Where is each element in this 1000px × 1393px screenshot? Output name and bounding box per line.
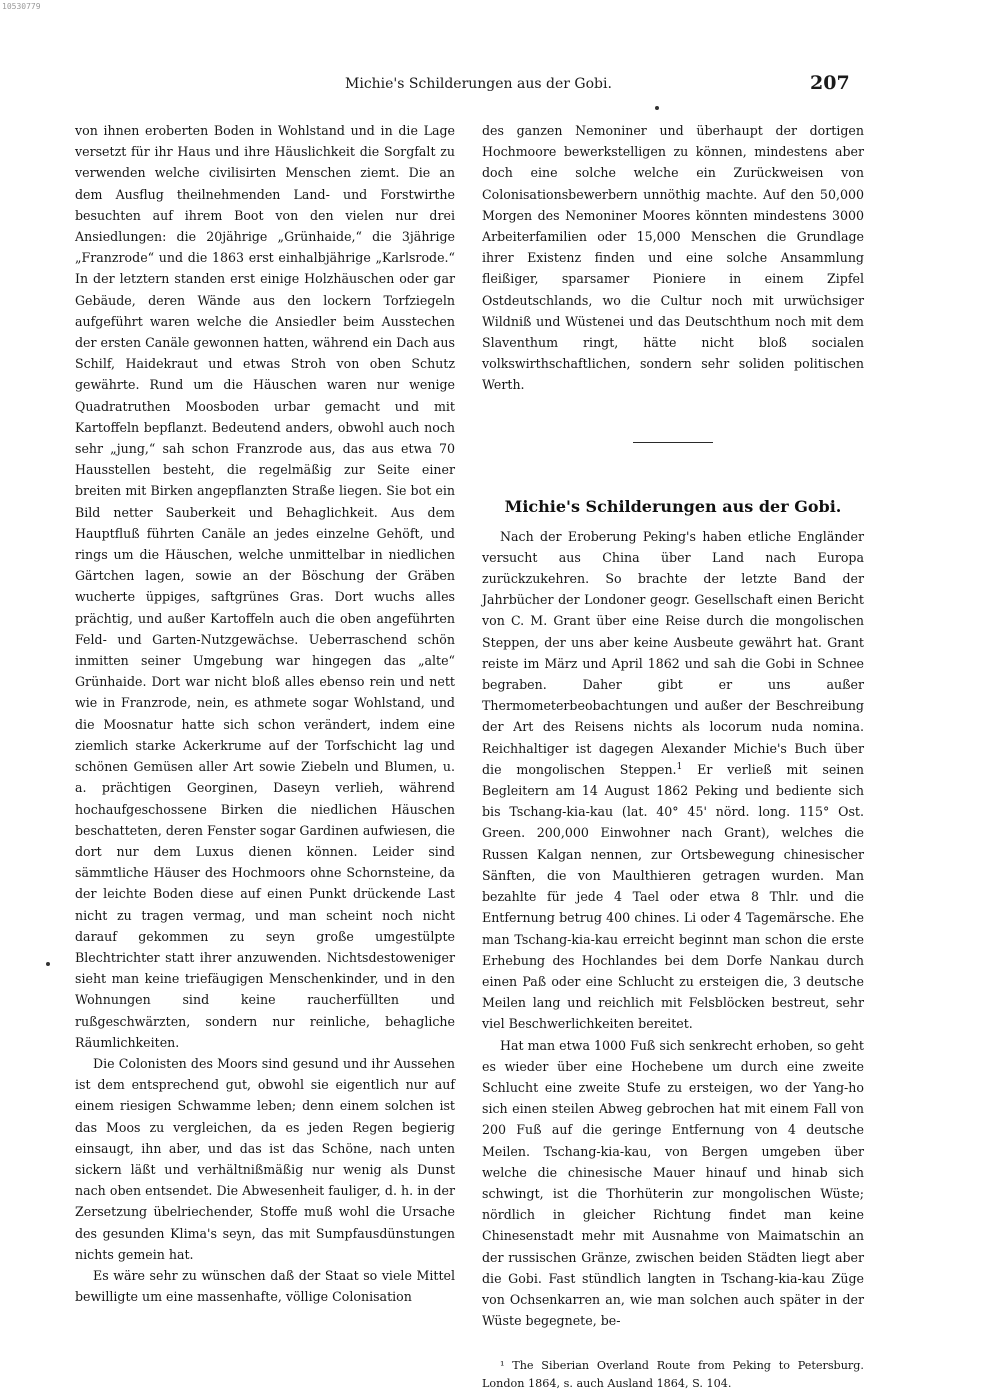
page-number: 207 <box>810 72 850 94</box>
paragraph <box>482 526 864 1035</box>
section-divider <box>633 442 713 443</box>
paragraph-text: Er verließ mit seinen Begleitern am 14 August 1862 Peking und bediente sich bis Tschang-kia-kau (lat. 40° 45' nörd. long. 115° Ost. Green. 200,000 Einwohner nach Grant), welches die Russen Kalgan nennen, zur Ortsbewegung chinesischer Sänften, die von Maulthieren getragen wurden. Man bezahlte für jede 4 Tael oder etwa 8 Thlr. und die Entfernung betrug 400 chines. Li oder 4 Tagemärsche. Ehe man Tschang-kia-kau erreicht beginnt man schon die erste Erhebung des Hochlandes bei dem Dorfe Nankau durch einen Paß oder eine Schlucht zu ersteigen die, 3 deutsche Meilen lang und reichlich mit Felsblöcken bestreut, sehr viel Beschwerlichkeiten bereitet. <box>482 761 864 1032</box>
footnote-ref: 1 <box>676 761 683 772</box>
article-title: Michie's Schilderungen aus der Gobi. <box>504 496 842 516</box>
footnote <box>482 1357 864 1393</box>
ink-speck <box>46 962 50 966</box>
paragraph: Es wäre sehr zu wünschen daß der Staat so viele Mittel bewilligte um eine massenhafte, völlige Colonisation <box>75 1267 455 1305</box>
paragraph-text: Nach der Eroberung Peking's haben etliche Engländer versucht aus China über Land nach Europa zurückzukehren. So brachte der letzte Band der Jahrbücher der Londoner geogr. Gesellschaft einen Bericht von C. M. Grant über eine Reise durch die mongolischen Steppen, der uns aber keine Ausbeute gewährt hat. Grant reiste im März und April 1862 und sah die Gobi in Schnee begraben. Daher gibt er uns außer Thermometerbeobachtungen und außer der Beschreibung der Art des Reisens nichts als locorum nuda nomina. Reichhaltiger ist dagegen Alexander Michie's Buch über die mongolischen Steppen. <box>482 528 864 777</box>
running-head: Michie's Schilderungen aus der Gobi. <box>345 76 612 92</box>
ink-speck <box>655 106 659 110</box>
paragraph: von ihnen eroberten Boden in Wohlstand und in die Lage versetzt für ihr Haus und ihre Häuslichkeit die Sorgfalt zu verwenden welche civilisirten Menschen ziemt. Die an dem Ausflug theilnehmenden Land- und Forstwirthe besuchten auf ihrem Boot von den vielen nur drei Ansiedlungen: die 20jährige „Grünhaide,“ die 3jährige „Franzrode“ und die 1863 erst einhalbjährige „Karlsrode.“ In der letztern standen erst einige Holzhäuschen oder gar Gebäude, deren Wände aus den lockern Torfziegeln aufgeführt waren welche die Ansiedler beim Ausstechen der ersten Canäle gewonnen hatten, während ein Dach aus Schilf, Haidekraut und etwas Stroh von oben Schutz gewährte. Rund um die Häuschen waren nur wenige Quadratruthen Moosboden urbar gemacht und mit Kartoffeln bepflanzt. Bedeutend anders, obwohl auch noch sehr „jung,“ sah schon Franzrode aus, das aus etwa 70 Hausstellen besteht, die regelmäßig zur Seite einer breiten mit Birken angepflanzten Straße liegen. Sie bot ein Bild netter Sauberkeit und Behaglichkeit. Aus dem Hauptfluß führten Canäle an jedes einzelne Gehöft, und rings um die Häuschen, welche unmittelbar in niedlichen Gärtchen lagen, sowie an der Böschung der Gräben wucherte üppiges, saftgrünes Gras. Dort wuchs alles prächtig, und außer Kartoffeln auch die oben angeführten Feld- und Garten-Nutzgewächse. Ueberraschend schön inmitten seiner Umgebung war hingegen das „alte“ Grünhaide. Dort war nicht bloß alles ebenso rein und nett wie in Franzrode, nein, es athmete sogar Wohlstand, und die Moosnatur hatte sich schon verändert, indem eine ziemlich starke Ackerkrume auf der Torfschicht lag und schönen Gemüsen aller Art sowie Ziebeln und Blumen, u. a. prächtigen Georginen, Daseyn verlieh, während hochaufgeschossene Birken die niedlichen Häuschen beschatteten, deren Fenster sogar Gardinen aufwiesen, die dort nur dem Luxus dienen können. Leider sind sämmtliche Häuser des Hochmoors ohne Schornsteine, da der leichte Boden diese auf einen Punkt drückende Last nicht zu tragen vermag, und man scheint noch nicht darauf gekommen zu seyn große umgestülpte Blechtrichter statt ihrer anzuwenden. Nichtsdestoweniger sieht man keine triefäugigen Menschenkinder, und in den Wohnungen sind keine raucherfüllten und rußgeschwärzten, sondern nur reinliche, behagliche Räumlichkeiten. <box>75 123 455 1050</box>
paragraph: Hat man etwa 1000 Fuß sich senkrecht erhoben, so geht es wieder über eine Hochebene um durch eine zweite Schlucht eine zweite Stufe zu ersteigen, wo der Yang-ho sich einen steilen Abweg gebrochen hat mit einem Fall von 200 Fuß auf die geringe Entfernung von 4 deutsche Meilen. Tschang-kia-kau, von Bergen umgeben über welche die chinesische Mauer hinauf und hinab sich schwingt, ist die Thorhüterin zur mongolischen Wüste; nördlich in gleicher Richtung findet man keine Chinesenstadt mehr mit Ausnahme von Maimatschin an der russischen Gränze, zwischen beiden Städten liegt aber die Gobi. Fast stündlich langten in Tschang-kia-kau Züge von Ochsenkarren an, wie man solchen auch später in der Wüste begegnete, be- <box>482 1037 864 1329</box>
article-body <box>482 526 864 1332</box>
footnote-text: ¹ The Siberian Overland Route from Peking to Petersburg. London 1864, s. auch Ausland 1864, S. 104. <box>482 1359 864 1391</box>
right-column <box>482 120 864 1393</box>
paragraph: Die Colonisten des Moors sind gesund und ihr Aussehen ist dem entsprechend gut, obwohl sie eigentlich nur auf einem riesigen Schwamme leben; denn einem solchen ist das Moos zu vergleichen, da es jeden Regen begierig einsaugt, ihn aber, und das ist das Schöne, nach unten sickern läßt und verhältnißmäßig nur wenig als Dunst nach oben entsendet. Die Abwesenheit fauliger, d. h. in der Zersetzung übelriechender, Stoffe muß wohl die Ursache des gesunden Klima's seyn, das mit Sumpfausdünstungen nichts gemein hat. <box>75 1055 455 1262</box>
scan-id: 10530779 <box>2 2 41 11</box>
paragraph: des ganzen Nemoniner und überhaupt der dortigen Hochmoore bewerkstelligen zu können, mindestens aber doch eine solche welche ein Zurückweisen von Colonisationsbewerbern unnöthig machte. Auf den 50,000 Morgen des Nemoniner Moores könnten mindestens 3000 Arbeiterfamilien oder 15,000 Menschen die Grundlage ihrer Existenz finden und eine solche Ansammlung fleißiger, sparsamer Pioniere in einem Zipfel Ostdeutschlands, wo die Cultur noch mit urwüchsiger Wildniß und Wüstenei und das Deutschthum noch mit dem Slaventhum ringt, hätte nicht bloß socialen volkswirthschaftlichen, sondern sehr soliden politischen Werth. <box>482 123 864 393</box>
left-column <box>75 120 455 1307</box>
